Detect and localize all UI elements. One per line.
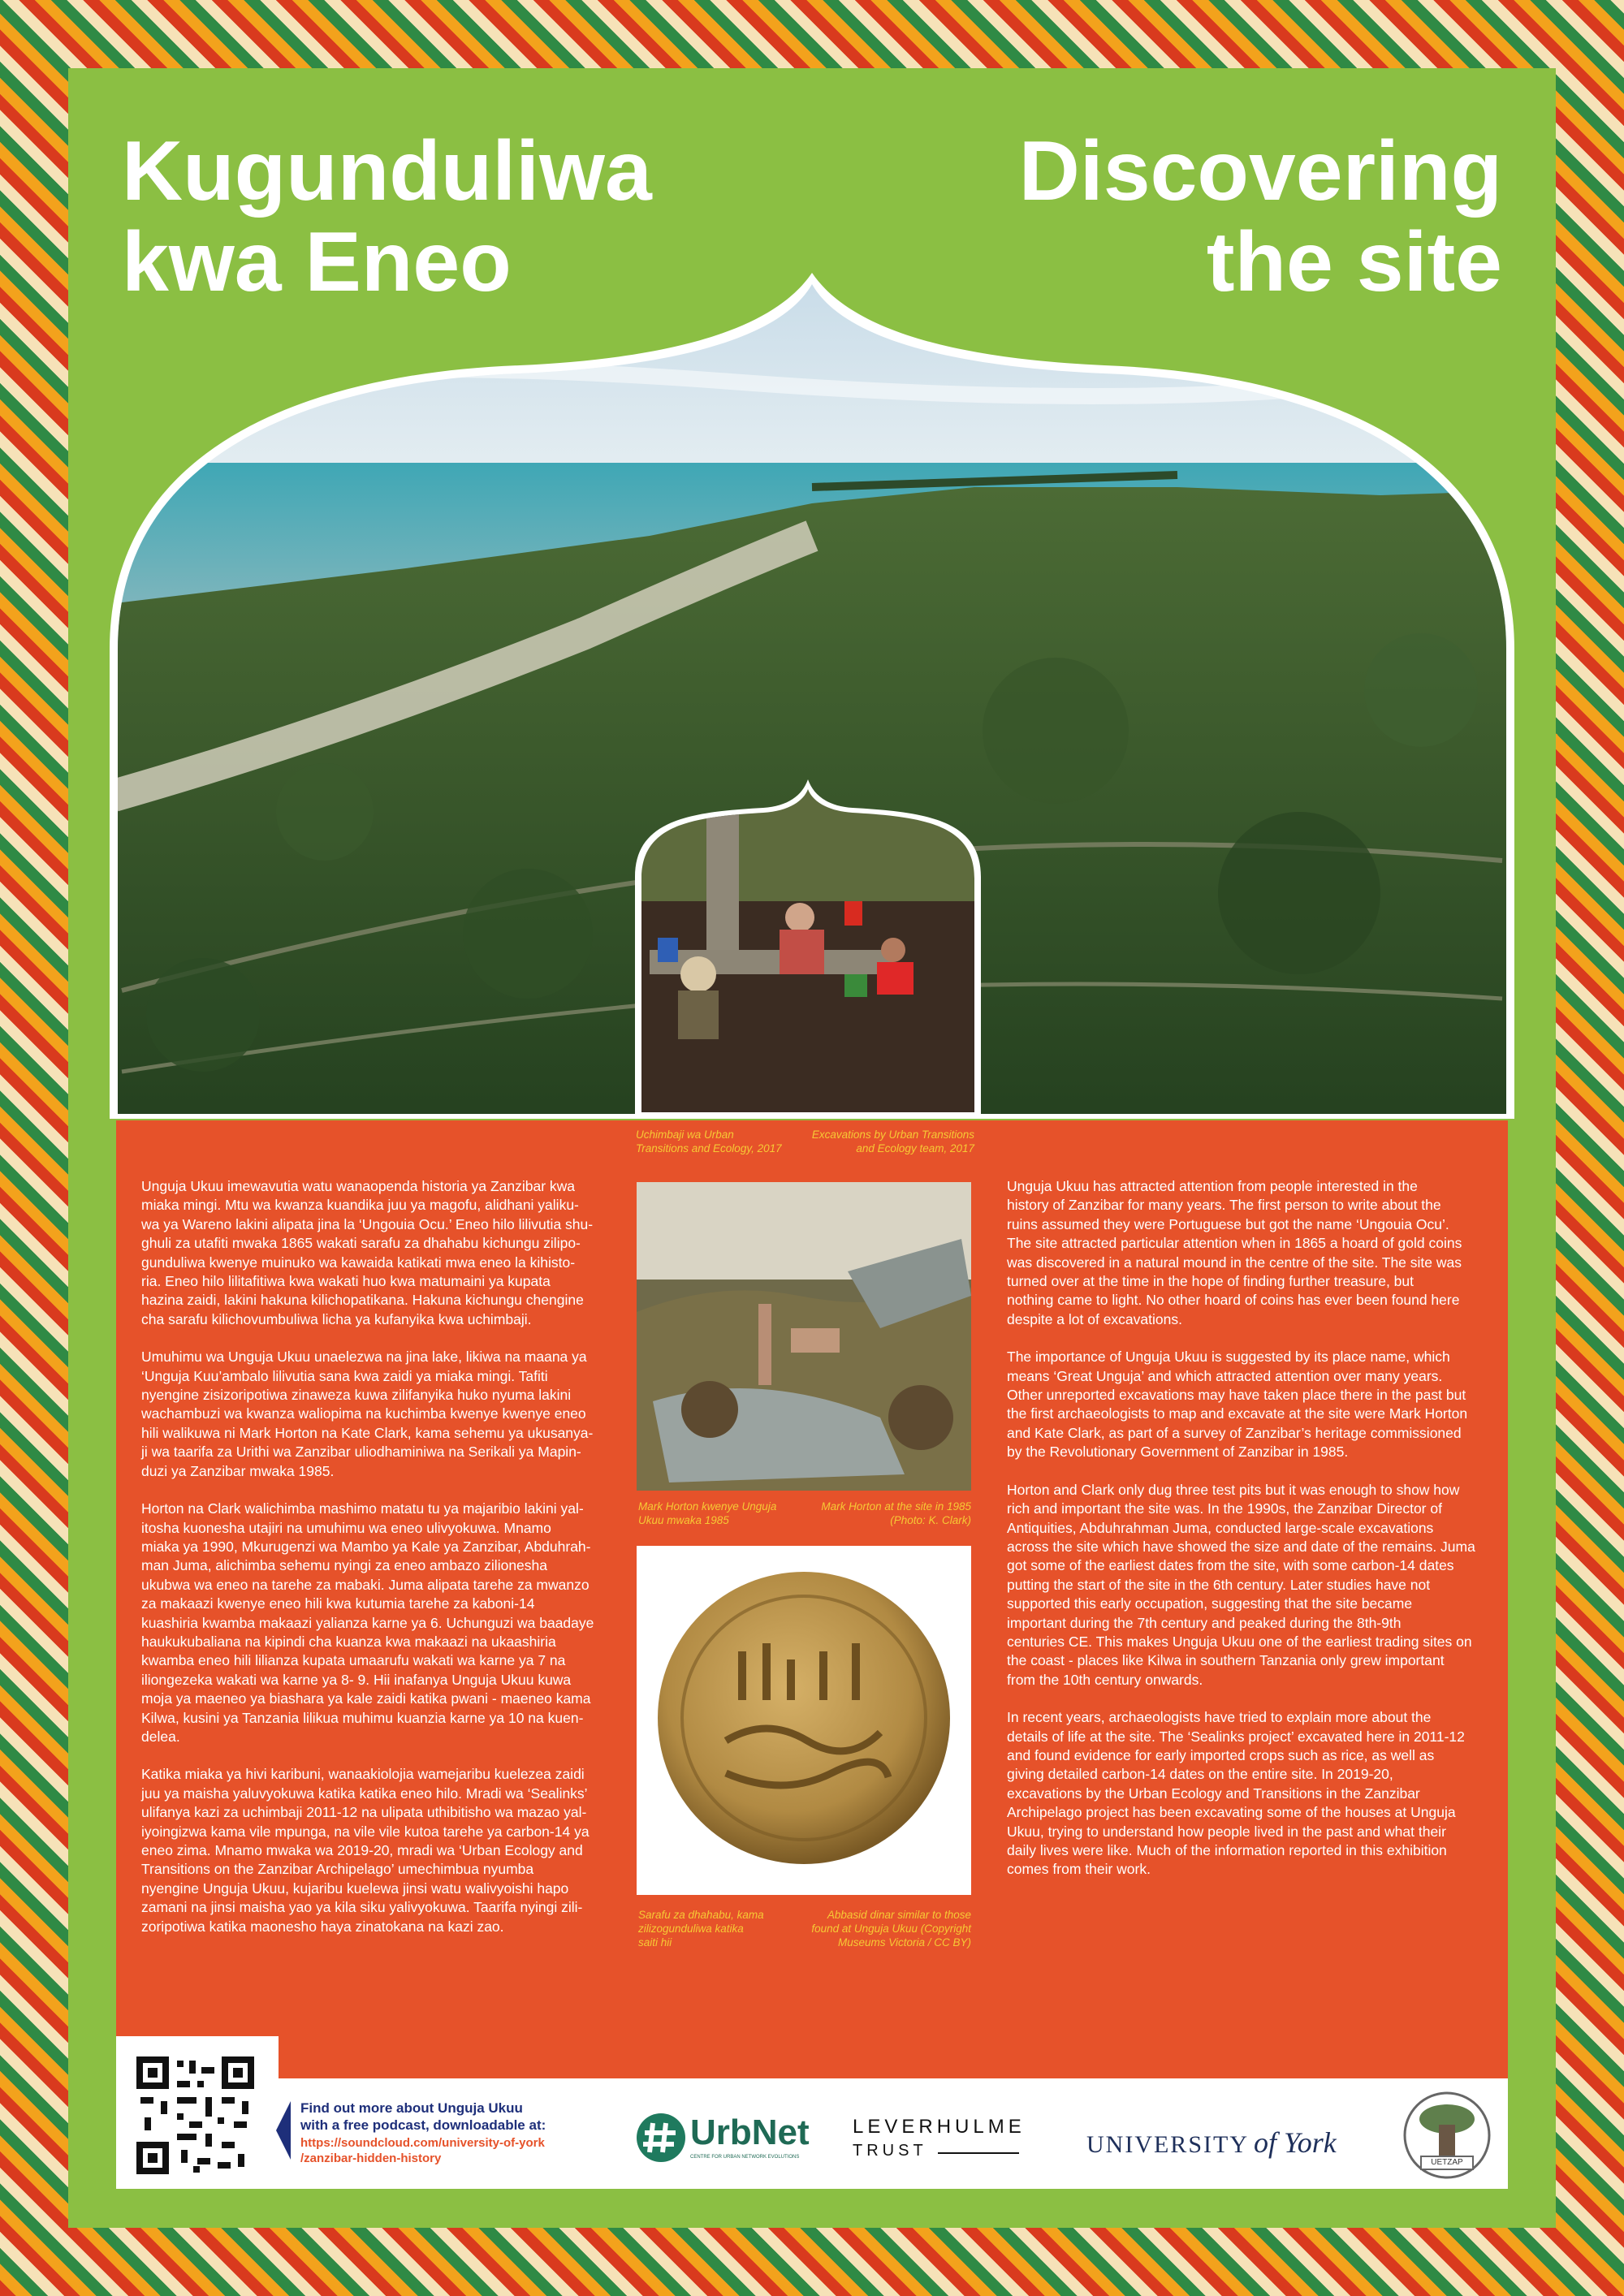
landscape-photo — [0, 0, 1624, 1137]
text-line: turned over at the time in the hope of finding further treasure, but — [1007, 1273, 1414, 1290]
text-line: centuries CE. This makes Unguja Ukuu one of the earliest trading sites on — [1007, 1633, 1472, 1650]
text-line: nyengine zisizoripotiwa zinaweza kuwa zilifanyika huko nyuma lakini — [141, 1387, 572, 1404]
text-line: putting the start of the site in the 6th century. Later studies have not — [1007, 1576, 1431, 1593]
text-line: the first archaeologists to map and excavate at the site were Mark Horton — [1007, 1405, 1468, 1422]
horton-1985-photo — [637, 1182, 971, 1491]
caption-line: saiti hii — [638, 1936, 672, 1949]
caption-line: zilizogunduliwa katika — [638, 1923, 744, 1935]
caption-line: Abbasid dinar similar to those — [827, 1909, 971, 1921]
title-english-line: the site — [1206, 215, 1502, 309]
text-line: details of life at the site. The ‘Sealinks project’ excavated here in 2011-12 — [1007, 1728, 1465, 1745]
swahili-paragraph — [141, 1348, 612, 1481]
english-paragraph — [1007, 1481, 1502, 1690]
text-line: nyengine Unguja Ukuu, kujaribu kuelewa jinsi watu walivyoishi hapo — [141, 1880, 569, 1897]
text-line: Horton na Clark walichimba mashimo matatu tu ya majaribio lakini yal- — [141, 1500, 584, 1517]
text-line: ruins assumed they were Portuguese but got the name ‘Ungouia Ocu’. — [1007, 1215, 1449, 1232]
swahili-paragraph — [141, 1177, 612, 1329]
text-line: Horton and Clark only dug three test pits but it was enough to show how — [1007, 1481, 1460, 1498]
text-line: wachambuzi wa kwanza waliopima na kuchimba kwenye kwenye eneo — [141, 1405, 586, 1422]
text-line: history of Zanzibar for many years. The first person to write about the — [1007, 1197, 1441, 1214]
caption-line: Transitions and Ecology, 2017 — [636, 1142, 782, 1154]
caption-line: Museums Victoria / CC BY) — [837, 1936, 971, 1949]
text-line: ‘Unguja Kuu’ambalo lilivutia sana kwa zaidi ya miaka mingi. Tafiti — [141, 1367, 548, 1384]
text-line: itosha kuonesha utajiri na umuhimu wa eneo ulivyokuwa. Mnamo — [141, 1519, 551, 1536]
podcast-title-line: with a free podcast, downloadable at: — [300, 2117, 546, 2133]
text-line: kuashiria kwamba makaazi yalianza karne ya 6. Uchunguzi wa baadaye — [141, 1614, 594, 1631]
caption-line: (Photo: K. Clark) — [890, 1514, 971, 1526]
text-line: daily lives were like. Much of the information reported in this exhibition — [1007, 1842, 1447, 1858]
text-line: eneo zima. Mnamo mwaka wa 2019-20, mradi wa ‘Urban Ecology and — [141, 1842, 583, 1858]
text-line: and Kate Clark, as part of a survey of Zanzibar’s heritage commissioned — [1007, 1424, 1462, 1441]
text-line: wa ya Wareno lakini alipata jina la ‘Ungouia Ocu.’ Eneo hilo lilivutia shu- — [141, 1215, 594, 1232]
caption-excavation-en — [780, 1128, 974, 1155]
text-line: juu ya maisha yaluvyokuwa katika katika eneo hilo. Mradi wa ‘Sealinks’ — [141, 1785, 588, 1802]
text-line: miaka mingi. Mtu wa kwanza kuandika juu ya magofu, alidhani yaliku- — [141, 1197, 579, 1214]
text-line: excavations by the Urban Ecology and Transitions in the Zanzibar — [1007, 1785, 1420, 1802]
caption-coin-en — [780, 1908, 971, 1949]
text-line: supported this early occupation, suggesting that the site became — [1007, 1595, 1413, 1612]
swahili-paragraph — [141, 1500, 612, 1746]
text-line: moja ya maeneo ya biashara ya kale zaidi katika pwani - maeneo kama — [141, 1690, 591, 1707]
text-line: rich and important the site was. In the 1990s, the Zanzibar Director of — [1007, 1500, 1442, 1517]
text-line: hili walikuwa ni Mark Horton na Kate Clark, kama sehemu ya ukusanya- — [141, 1424, 594, 1441]
caption-line: found at Unguja Ukuu (Copyright — [811, 1923, 971, 1935]
york-logo-of-york: of York — [1254, 2126, 1337, 2159]
caption-line: Sarafu za dhahabu, kama — [638, 1909, 764, 1921]
text-line: In recent years, archaeologists have tried to explain more about the — [1007, 1709, 1432, 1726]
caption-line: Mark Horton at the site in 1985 — [821, 1500, 971, 1513]
swahili-text-column — [141, 1177, 612, 1955]
text-line: ukubwa wa eneo na tarehe za mabaki. Juma alipata tarehe za mwanzo — [141, 1576, 590, 1593]
leverhulme-logo: LEVERHULME — [853, 2116, 1026, 2138]
text-line: Transitions on the Zanzibar Archipelago’ umechimbua nyumba — [141, 1861, 534, 1878]
text-line: and found evidence for early imported crops such as rice, as well as — [1007, 1746, 1435, 1763]
caption-horton-en — [780, 1500, 971, 1527]
text-line: important during the 7th century and peaked during the 8th-9th — [1007, 1614, 1402, 1631]
text-line: Ukuu, trying to understand how people lived in the past and what their — [1007, 1823, 1446, 1840]
title-swahili-line: kwa Eneo — [122, 215, 512, 309]
text-line: iyoingizwa kama vile mpunga, na vile vile kutoa tarehe ya carbon-14 ya — [141, 1823, 590, 1840]
caption-line: Uchimbaji wa Urban — [636, 1129, 734, 1141]
caption-line: and Ecology team, 2017 — [856, 1142, 974, 1154]
text-line: duzi ya Zanzibar mwaka 1985. — [141, 1462, 335, 1479]
text-line: za makaazi kwenye eneo hili kwa kutumia tarehe za kaboni-14 — [141, 1595, 535, 1612]
podcast-link[interactable] — [300, 2135, 545, 2166]
text-line: comes from their work. — [1007, 1861, 1151, 1878]
title-swahili-line: Kugunduliwa — [122, 124, 652, 218]
text-line: ji wa taarifa za Urithi wa Zanzibar uliodhaminiwa na Serikali ya Mapin- — [141, 1444, 581, 1461]
urbnet-logo: UrbNet — [690, 2113, 810, 2152]
text-line: man Juma, alichimba sehemu nyingi za eneo ambazo zilionesha — [141, 1557, 547, 1574]
urbnet-hash-icon — [635, 2112, 687, 2164]
text-line: ria. Eneo hilo lilitafitiwa kwa wakati huo kwa matumaini ya kupata — [141, 1273, 551, 1290]
title-english-line: Discovering — [1018, 124, 1502, 218]
text-line: the coast - places like Kilwa in southern Tanzania only grew important — [1007, 1652, 1445, 1669]
caption-excavation-sw — [636, 1128, 782, 1155]
caption-horton-sw — [638, 1500, 776, 1527]
podcast-title-line: Find out more about Unguja Ukuu — [300, 2100, 523, 2116]
text-line: zoripotiwa katika maonesho haya zinatokana na kazi zao. — [141, 1918, 504, 1935]
text-line: Katika miaka ya hivi karibuni, wanaakiolojia wamejaribu kuelezea zaidi — [141, 1766, 585, 1783]
text-line: despite a lot of excavations. — [1007, 1310, 1182, 1327]
uetzap-logo-text: UETZAP — [1431, 2158, 1463, 2167]
text-line: zamani na jinsi maisha yao ya kila siku yalivyokuwa. Taarifa nyingi zili- — [141, 1899, 583, 1916]
text-line: kwamba eneo hili lilianza kupata umaarufu wakati wa karne ya 7 na — [141, 1652, 566, 1669]
text-line: iliongezeka wakati wa karne ya 8- 9. Hii inafanya Unguja Ukuu kuwa — [141, 1671, 572, 1688]
text-line: delea. — [141, 1728, 180, 1745]
text-line: means ‘Great Unguja’ and which attracted attention over many years. — [1007, 1367, 1443, 1384]
text-line: Other unreported excavations may have taken place there in the past but — [1007, 1387, 1466, 1404]
uetzap-baobab-logo — [1400, 2088, 1494, 2182]
excavation-photo — [633, 779, 983, 1120]
text-line: hazina zaidi, lakini hakuna kilichopatikana. Hakuna kichungu chengine — [141, 1292, 584, 1309]
text-line: cha sarafu kilichovumbuliwa licha ya kufanyika kwa uchimbaji. — [141, 1310, 532, 1327]
qr-code[interactable] — [116, 2036, 279, 2189]
text-line: from the 10th century onwards. — [1007, 1671, 1203, 1688]
leverhulme-rule — [938, 2152, 1019, 2154]
text-line: haukukubaliana na kipindi cha kuanza kwa makaazi na ukaashiria — [141, 1633, 556, 1650]
text-line: The site attracted particular attention when in 1865 a hoard of gold coins — [1007, 1235, 1462, 1252]
caption-line: Mark Horton kwenye Unguja — [638, 1500, 777, 1513]
english-text-column — [1007, 1177, 1502, 1898]
abbasid-dinar-photo — [637, 1546, 971, 1895]
text-line: was discovered in a natural mound in the centre of the site. The site was — [1007, 1254, 1462, 1271]
university-of-york-logo — [1086, 2126, 1337, 2160]
arrow-left-icon — [274, 2100, 292, 2161]
swahili-paragraph — [141, 1765, 612, 1936]
text-line: by the Revolutionary Government of Zanzibar in 1985. — [1007, 1444, 1349, 1461]
qr-code-panel — [116, 2036, 279, 2189]
caption-line: Ukuu mwaka 1985 — [638, 1514, 729, 1526]
english-paragraph — [1007, 1708, 1502, 1880]
text-line: Antiquities, Abduhrahman Juma, conducted large-scale excavations — [1007, 1519, 1434, 1536]
text-line: miaka ya 1990, Mkurugenzi wa Mambo ya Kale ya Zanzibar, Abduhrah- — [141, 1538, 591, 1555]
urbnet-subtitle: CENTRE FOR URBAN NETWORK EVOLUTIONS — [690, 2155, 800, 2160]
text-line: Unguja Ukuu has attracted attention from people interested in the — [1007, 1178, 1418, 1194]
english-paragraph — [1007, 1177, 1502, 1329]
text-line: nothing came to light. No other hoard of coins has ever been found here — [1007, 1292, 1460, 1309]
text-line: across the site which have showed the size and date of the remains. Juma — [1007, 1538, 1475, 1555]
text-line: Umuhimu wa Unguja Ukuu unaelezwa na jina lake, likiwa na maana ya — [141, 1349, 587, 1366]
york-logo-university: UNIVERSITY — [1086, 2131, 1249, 2158]
caption-line: Excavations by Urban Transitions — [811, 1129, 974, 1141]
text-line: got some of the earliest dates from the site, with some carbon-14 dates — [1007, 1557, 1454, 1574]
podcast-title — [300, 2100, 546, 2134]
text-line: The importance of Unguja Ukuu is suggested by its place name, which — [1007, 1349, 1450, 1366]
text-line: Kilwa, kusini ya Tanzania lilikua muhimu kuanzia karne ya 10 na kuen- — [141, 1709, 584, 1726]
text-line: ulifanya kazi za uchimbaji 2011-12 na ulipata uthibitisho wa mazao yal- — [141, 1804, 587, 1821]
podcast-link-line[interactable]: https://soundcloud.com/university-of-york — [300, 2136, 545, 2150]
text-line: gunduliwa kwenye muinuko wa kawaida katikati mwa eneo la kihisto- — [141, 1254, 576, 1271]
text-line: ghuli za utafiti mwaka 1865 wakati sarafu za dhahabu kichungu zilipo- — [141, 1235, 581, 1252]
leverhulme-logo-trust: TRUST — [853, 2142, 927, 2160]
english-paragraph — [1007, 1348, 1502, 1461]
caption-coin-sw — [638, 1908, 764, 1949]
text-line: giving detailed carbon-14 dates on the entire site. In 2019-20, — [1007, 1766, 1393, 1783]
text-line: Archipelago project has been excavating some of the houses at Unguja — [1007, 1804, 1456, 1821]
text-line: Unguja Ukuu imewavutia watu wanaopenda historia ya Zanzibar kwa — [141, 1178, 576, 1194]
podcast-link-line[interactable]: /zanzibar-hidden-history — [300, 2151, 442, 2165]
